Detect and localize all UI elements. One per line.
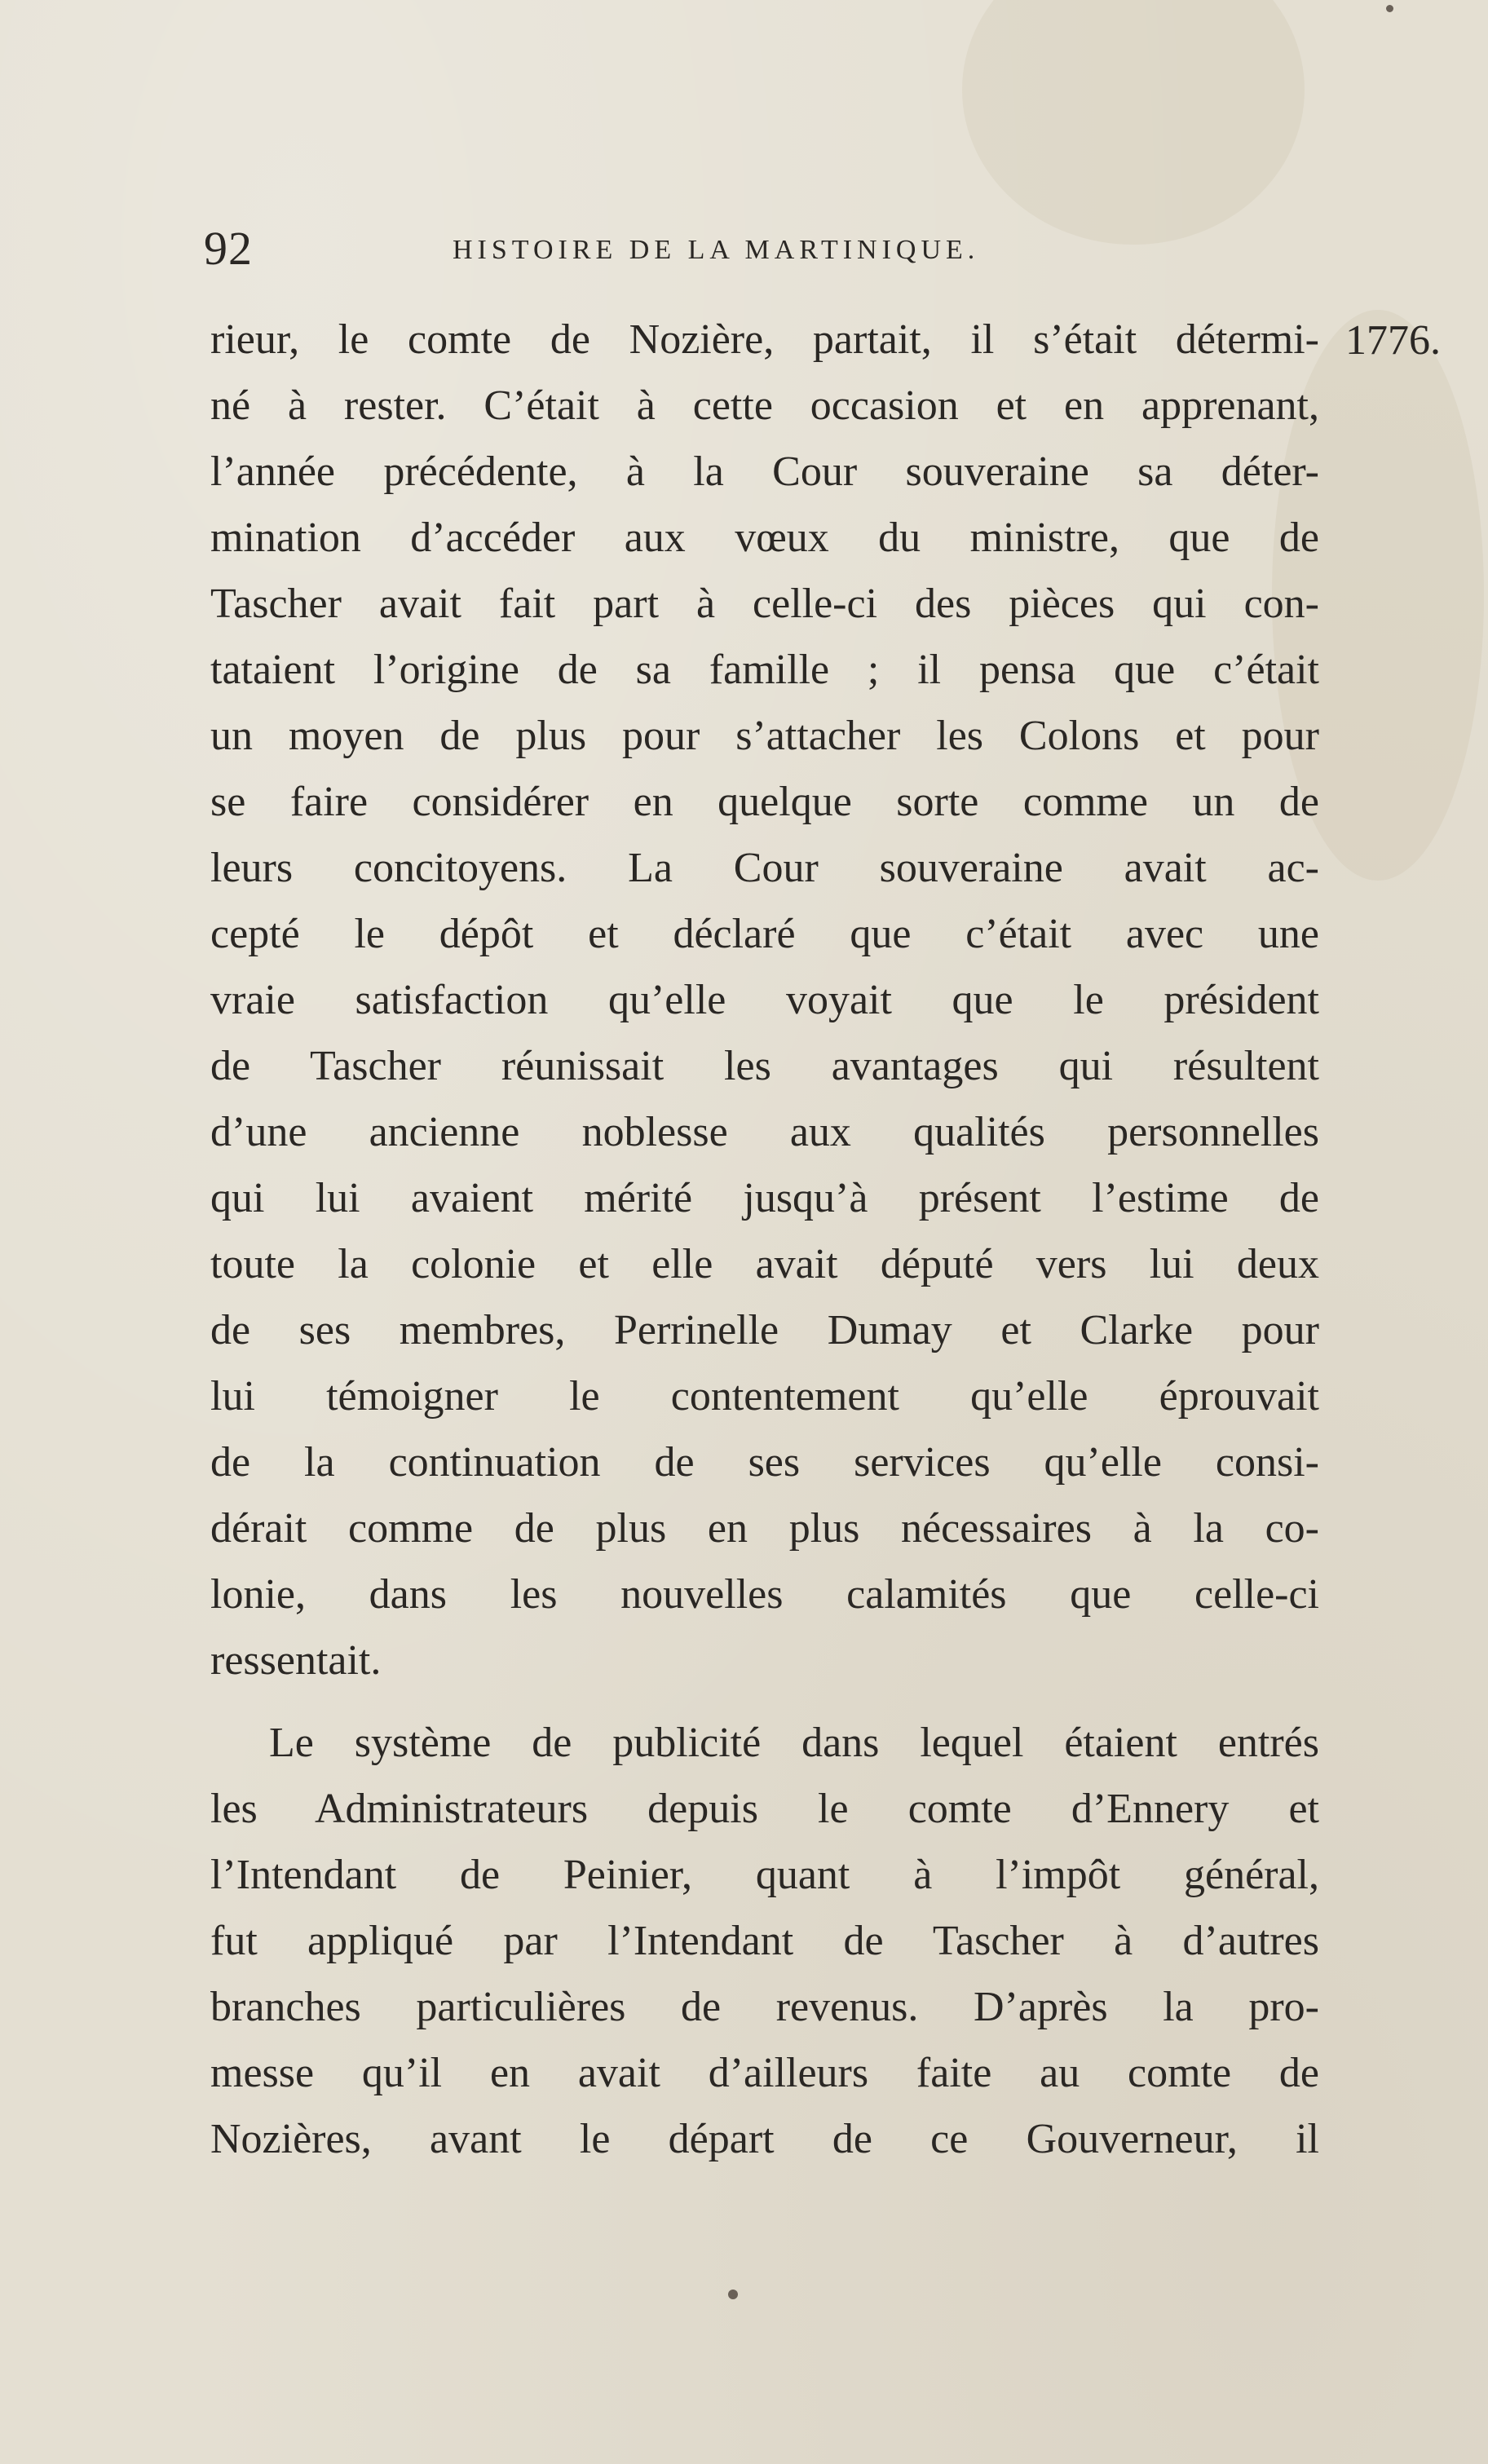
text-line: Le système de publicité dans lequel étaient entrés bbox=[269, 1720, 1319, 1766]
text-line: vraie satisfaction qu’elle voyait que le président bbox=[210, 977, 1319, 1023]
text-line: toute la colonie et elle avait député vers lui deux bbox=[210, 1241, 1319, 1287]
text-line: ressentait. bbox=[210, 1637, 382, 1684]
text-line: se faire considérer en quelque sorte comme un de bbox=[210, 779, 1319, 825]
text-line: de la continuation de ses services qu’elle consi- bbox=[210, 1439, 1319, 1486]
paragraph-2 bbox=[210, 1710, 1319, 2172]
page-header bbox=[204, 220, 1321, 277]
text-line: l’année précédente, à la Cour souveraine sa déter- bbox=[210, 448, 1319, 495]
text-line: tataient l’origine de sa famille ; il pensa que c’était bbox=[210, 647, 1319, 693]
paragraph-1 bbox=[210, 307, 1319, 1693]
text-line: mination d’accéder aux vœux du ministre, que de bbox=[210, 514, 1319, 561]
text-line: de Tascher réunissait les avantages qui résultent bbox=[210, 1043, 1319, 1089]
text-line: de ses membres, Perrinelle Dumay et Clarke pour bbox=[210, 1307, 1319, 1353]
paper-stain bbox=[962, 0, 1305, 245]
text-line: branches particulières de revenus. D’après la pro- bbox=[210, 1984, 1319, 2030]
text-line: d’une ancienne noblesse aux qualités personnelles bbox=[210, 1109, 1319, 1155]
text-line: lonie, dans les nouvelles calamités que celle-ci bbox=[210, 1571, 1319, 1618]
text-line: leurs concitoyens. La Cour souveraine avait ac- bbox=[210, 845, 1319, 891]
text-line: messe qu’il en avait d’ailleurs faite au comte de bbox=[210, 2050, 1319, 2096]
text-line: cepté le dépôt et déclaré que c’était avec une bbox=[210, 911, 1319, 957]
margin-year-note: 1776. bbox=[1345, 317, 1441, 364]
text-line: qui lui avaient mérité jusqu’à présent l’estime de bbox=[210, 1175, 1319, 1221]
body-text bbox=[210, 307, 1319, 2172]
text-line: né à rester. C’était à cette occasion et en apprenant, bbox=[210, 382, 1319, 429]
paragraph-gap bbox=[210, 1693, 1319, 1710]
text-line: dérait comme de plus en plus nécessaires à la co- bbox=[210, 1505, 1319, 1552]
ink-speck bbox=[1386, 5, 1393, 12]
text-line: l’Intendant de Peinier, quant à l’impôt général, bbox=[210, 1852, 1319, 1898]
text-line: Tascher avait fait part à celle-ci des pièces qui con- bbox=[210, 581, 1319, 627]
text-line: rieur, le comte de Nozière, partait, il s’était détermi- bbox=[210, 316, 1319, 363]
ink-speck bbox=[728, 2290, 738, 2299]
text-line: fut appliqué par l’Intendant de Tascher à d’autres bbox=[210, 1918, 1319, 1964]
running-title: HISTOIRE DE LA MARTINIQUE. bbox=[453, 235, 980, 265]
text-line: les Administrateurs depuis le comte d’Ennery et bbox=[210, 1786, 1319, 1832]
text-line: lui témoigner le contentement qu’elle éprouvait bbox=[210, 1373, 1319, 1420]
page-number: 92 bbox=[204, 222, 253, 275]
text-line: un moyen de plus pour s’attacher les Colons et pour bbox=[210, 713, 1319, 759]
text-line: Nozières, avant le départ de ce Gouverneur, il bbox=[210, 2116, 1319, 2162]
